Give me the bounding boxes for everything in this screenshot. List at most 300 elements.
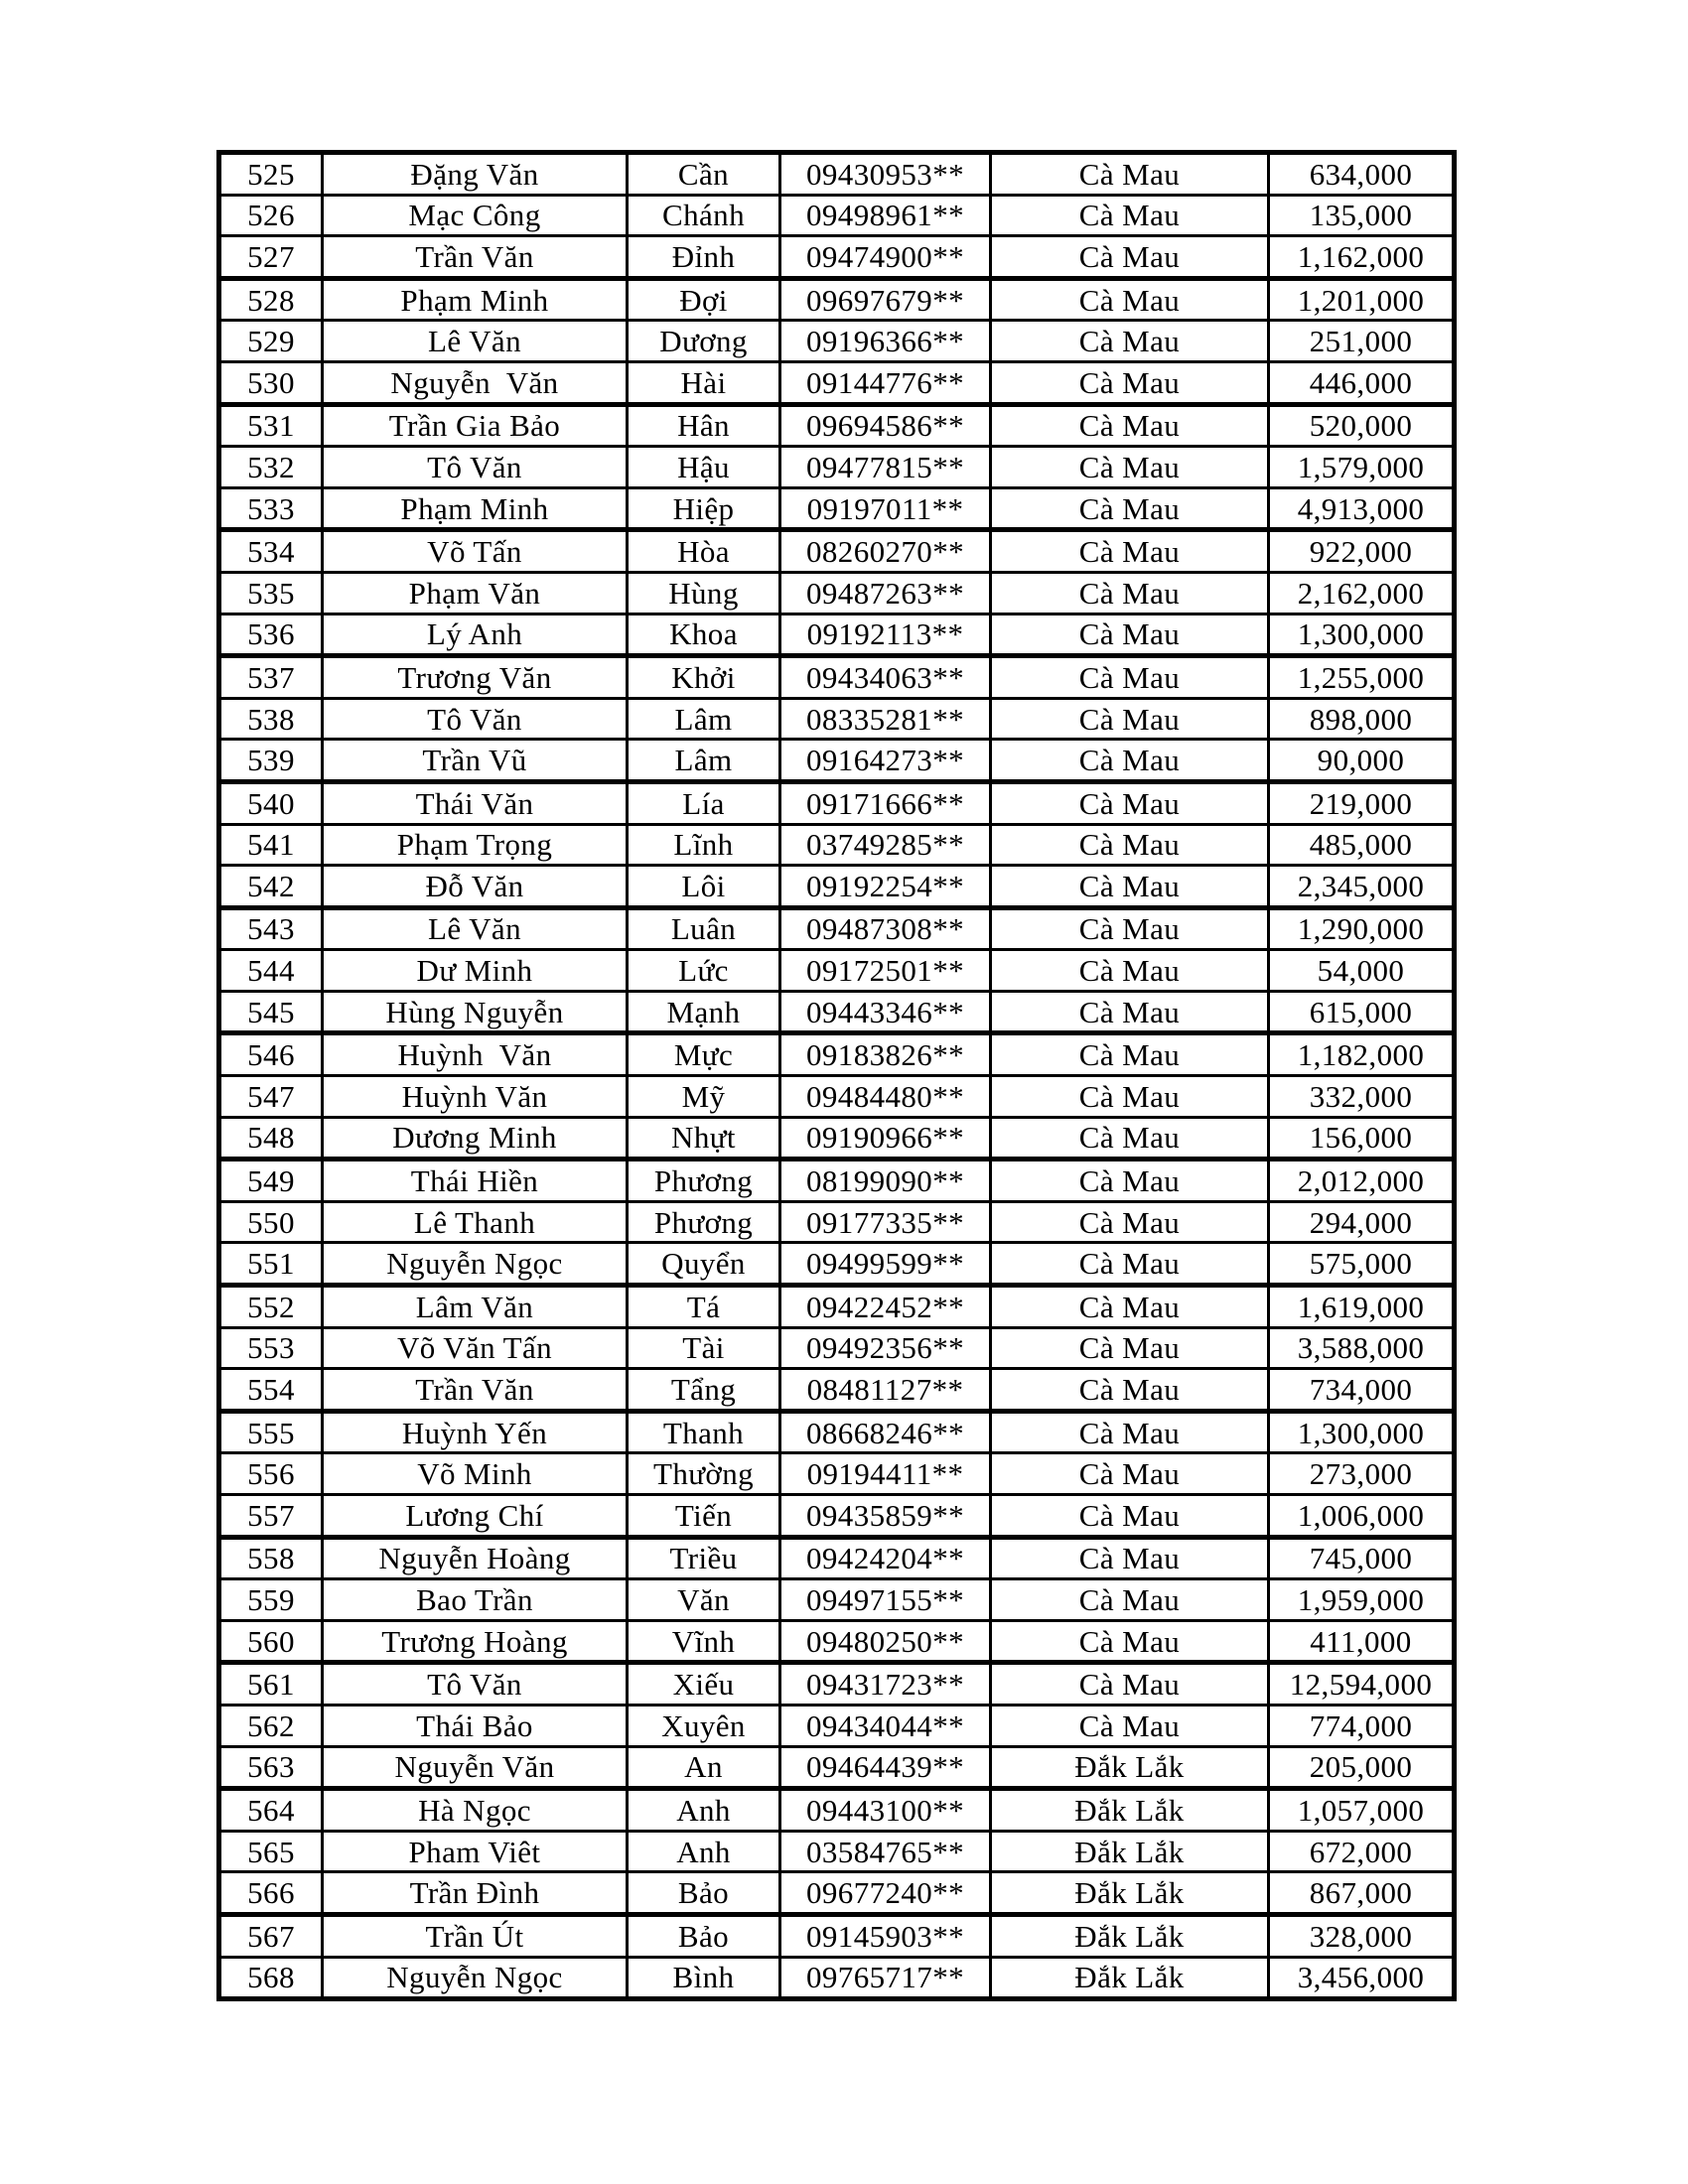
table-row	[219, 1327, 1455, 1369]
cell-family-name: Hùng Nguyễn	[323, 991, 628, 1033]
table-row	[219, 1872, 1455, 1915]
cell-given-name: Lôi	[628, 866, 780, 908]
table-row	[219, 1789, 1455, 1832]
cell-family-name: Đặng Văn	[323, 153, 628, 196]
cell-province: Cà Mau	[991, 153, 1269, 196]
cell-phone: 09196366**	[780, 321, 991, 362]
table-row	[219, 530, 1455, 573]
cell-phone: 09498961**	[780, 195, 991, 236]
cell-phone: 09474900**	[780, 236, 991, 279]
cell-given-name: Văn	[628, 1579, 780, 1621]
cell-no: 549	[219, 1160, 323, 1202]
cell-given-name: Đỉnh	[628, 236, 780, 279]
cell-province: Cà Mau	[991, 278, 1269, 321]
cell-province: Cà Mau	[991, 907, 1269, 950]
cell-phone: 09434044**	[780, 1705, 991, 1746]
cell-family-name: Trần Văn	[323, 236, 628, 279]
cell-province: Đắk Lắk	[991, 1746, 1269, 1789]
cell-family-name: Nguyễn Văn	[323, 361, 628, 404]
cell-no: 559	[219, 1579, 323, 1621]
cell-amount: 745,000	[1269, 1537, 1455, 1579]
cell-no: 565	[219, 1831, 323, 1872]
cell-province: Đắk Lắk	[991, 1914, 1269, 1957]
cell-family-name: Thái Hiền	[323, 1160, 628, 1202]
cell-amount: 90,000	[1269, 740, 1455, 782]
cell-phone: 09497155**	[780, 1579, 991, 1621]
cell-family-name: Tô Văn	[323, 698, 628, 740]
table-row	[219, 907, 1455, 950]
cell-province: Cà Mau	[991, 361, 1269, 404]
cell-given-name: Lĩnh	[628, 824, 780, 866]
table-row	[219, 991, 1455, 1033]
cell-family-name: Pham Viêt	[323, 1831, 628, 1872]
cell-given-name: Vĩnh	[628, 1620, 780, 1663]
cell-no: 537	[219, 656, 323, 699]
cell-family-name: Lương Chí	[323, 1495, 628, 1538]
cell-family-name: Bao Trần	[323, 1579, 628, 1621]
cell-family-name: Nguyễn Hoàng	[323, 1537, 628, 1579]
cell-amount: 2,012,000	[1269, 1160, 1455, 1202]
cell-province: Đắk Lắk	[991, 1831, 1269, 1872]
cell-phone: 09487308**	[780, 907, 991, 950]
cell-amount: 12,594,000	[1269, 1663, 1455, 1706]
cell-province: Cà Mau	[991, 1286, 1269, 1328]
cell-phone: 09164273**	[780, 740, 991, 782]
table-row	[219, 1957, 1455, 1999]
cell-province: Cà Mau	[991, 1327, 1269, 1369]
cell-given-name: Bình	[628, 1957, 780, 1999]
cell-given-name: Đợi	[628, 278, 780, 321]
table-row	[219, 950, 1455, 992]
cell-given-name: Hân	[628, 404, 780, 447]
cell-no: 554	[219, 1369, 323, 1412]
table-row	[219, 1914, 1455, 1957]
cell-given-name: Nhựt	[628, 1117, 780, 1160]
cell-family-name: Lê Thanh	[323, 1201, 628, 1243]
cell-province: Cà Mau	[991, 698, 1269, 740]
cell-province: Cà Mau	[991, 1243, 1269, 1286]
cell-phone: 08260270**	[780, 530, 991, 573]
cell-amount: 332,000	[1269, 1076, 1455, 1118]
cell-no: 564	[219, 1789, 323, 1832]
cell-province: Cà Mau	[991, 950, 1269, 992]
cell-phone: 08668246**	[780, 1411, 991, 1453]
cell-family-name: Thái Văn	[323, 781, 628, 824]
cell-province: Cà Mau	[991, 781, 1269, 824]
table-row	[219, 278, 1455, 321]
cell-no: 526	[219, 195, 323, 236]
table-row	[219, 404, 1455, 447]
cell-province: Cà Mau	[991, 236, 1269, 279]
table-row	[219, 1579, 1455, 1621]
cell-no: 560	[219, 1620, 323, 1663]
cell-amount: 156,000	[1269, 1117, 1455, 1160]
cell-given-name: Lâm	[628, 698, 780, 740]
cell-phone: 09192113**	[780, 614, 991, 656]
cell-province: Cà Mau	[991, 487, 1269, 530]
cell-given-name: Dương	[628, 321, 780, 362]
cell-given-name: Khởi	[628, 656, 780, 699]
cell-given-name: Phương	[628, 1160, 780, 1202]
cell-no: 556	[219, 1453, 323, 1495]
cell-phone: 09424204**	[780, 1537, 991, 1579]
table-row	[219, 1076, 1455, 1118]
cell-family-name: Huỳnh Yến	[323, 1411, 628, 1453]
cell-province: Cà Mau	[991, 1579, 1269, 1621]
cell-given-name: Mỹ	[628, 1076, 780, 1118]
cell-amount: 1,006,000	[1269, 1495, 1455, 1538]
cell-no: 528	[219, 278, 323, 321]
table-row	[219, 1243, 1455, 1286]
cell-family-name: Trần Út	[323, 1914, 628, 1957]
cell-amount: 520,000	[1269, 404, 1455, 447]
table-row	[219, 572, 1455, 614]
cell-family-name: Nguyễn Văn	[323, 1746, 628, 1789]
cell-phone: 09487263**	[780, 572, 991, 614]
cell-phone: 09190966**	[780, 1117, 991, 1160]
cell-amount: 328,000	[1269, 1914, 1455, 1957]
cell-province: Cà Mau	[991, 1620, 1269, 1663]
cell-amount: 634,000	[1269, 153, 1455, 196]
cell-province: Cà Mau	[991, 1369, 1269, 1412]
cell-given-name: Tài	[628, 1327, 780, 1369]
cell-phone: 09492356**	[780, 1327, 991, 1369]
cell-province: Đắk Lắk	[991, 1872, 1269, 1915]
cell-family-name: Trần Vũ	[323, 740, 628, 782]
cell-given-name: Tẩng	[628, 1369, 780, 1412]
cell-province: Cà Mau	[991, 866, 1269, 908]
cell-no: 532	[219, 447, 323, 488]
cell-phone: 09422452**	[780, 1286, 991, 1328]
cell-province: Cà Mau	[991, 1201, 1269, 1243]
cell-amount: 251,000	[1269, 321, 1455, 362]
cell-phone: 09435859**	[780, 1495, 991, 1538]
cell-phone: 09677240**	[780, 1872, 991, 1915]
cell-province: Cà Mau	[991, 1453, 1269, 1495]
cell-phone: 09480250**	[780, 1620, 991, 1663]
cell-given-name: Anh	[628, 1789, 780, 1832]
cell-family-name: Huỳnh Văn	[323, 1076, 628, 1118]
table-row	[219, 614, 1455, 656]
cell-family-name: Trương Văn	[323, 656, 628, 699]
table-row	[219, 1411, 1455, 1453]
cell-amount: 3,456,000	[1269, 1957, 1455, 1999]
cell-family-name: Trần Gia Bảo	[323, 404, 628, 447]
cell-phone: 09464439**	[780, 1746, 991, 1789]
cell-no: 548	[219, 1117, 323, 1160]
table-row	[219, 1620, 1455, 1663]
cell-no: 550	[219, 1201, 323, 1243]
cell-phone: 08199090**	[780, 1160, 991, 1202]
cell-given-name: Hài	[628, 361, 780, 404]
table-row	[219, 1453, 1455, 1495]
cell-phone: 09145903**	[780, 1914, 991, 1957]
cell-no: 546	[219, 1033, 323, 1076]
cell-given-name: Anh	[628, 1831, 780, 1872]
cell-amount: 219,000	[1269, 781, 1455, 824]
table-row	[219, 656, 1455, 699]
cell-family-name: Mạc Công	[323, 195, 628, 236]
cell-province: Cà Mau	[991, 1537, 1269, 1579]
cell-no: 547	[219, 1076, 323, 1118]
cell-phone: 03749285**	[780, 824, 991, 866]
cell-given-name: Quyển	[628, 1243, 780, 1286]
cell-amount: 1,057,000	[1269, 1789, 1455, 1832]
cell-family-name: Huỳnh Văn	[323, 1033, 628, 1076]
cell-given-name: Phương	[628, 1201, 780, 1243]
cell-family-name: Phạm Minh	[323, 278, 628, 321]
cell-amount: 54,000	[1269, 950, 1455, 992]
cell-amount: 1,182,000	[1269, 1033, 1455, 1076]
cell-given-name: Thanh	[628, 1411, 780, 1453]
cell-amount: 1,290,000	[1269, 907, 1455, 950]
table-row	[219, 1160, 1455, 1202]
cell-phone: 09443100**	[780, 1789, 991, 1832]
cell-given-name: Tá	[628, 1286, 780, 1328]
cell-given-name: Cần	[628, 153, 780, 196]
donor-list-table	[216, 150, 1457, 2001]
cell-amount: 135,000	[1269, 195, 1455, 236]
cell-no: 541	[219, 824, 323, 866]
cell-no: 536	[219, 614, 323, 656]
cell-no: 543	[219, 907, 323, 950]
cell-province: Cà Mau	[991, 572, 1269, 614]
cell-no: 538	[219, 698, 323, 740]
cell-province: Cà Mau	[991, 404, 1269, 447]
cell-given-name: Khoa	[628, 614, 780, 656]
cell-family-name: Lý Anh	[323, 614, 628, 656]
cell-phone: 09171666**	[780, 781, 991, 824]
table-row	[219, 1495, 1455, 1538]
cell-given-name: An	[628, 1746, 780, 1789]
cell-phone: 09694586**	[780, 404, 991, 447]
cell-amount: 294,000	[1269, 1201, 1455, 1243]
cell-amount: 1,300,000	[1269, 614, 1455, 656]
cell-amount: 615,000	[1269, 991, 1455, 1033]
cell-no: 557	[219, 1495, 323, 1538]
table-row	[219, 1746, 1455, 1789]
table-row	[219, 740, 1455, 782]
cell-family-name: Võ Minh	[323, 1453, 628, 1495]
cell-amount: 1,300,000	[1269, 1411, 1455, 1453]
table-row	[219, 153, 1455, 196]
cell-phone: 09144776**	[780, 361, 991, 404]
cell-family-name: Lê Văn	[323, 907, 628, 950]
cell-province: Cà Mau	[991, 614, 1269, 656]
cell-given-name: Luân	[628, 907, 780, 950]
cell-amount: 1,619,000	[1269, 1286, 1455, 1328]
cell-amount: 4,913,000	[1269, 487, 1455, 530]
cell-phone: 09765717**	[780, 1957, 991, 1999]
cell-phone: 09477815**	[780, 447, 991, 488]
cell-phone: 09484480**	[780, 1076, 991, 1118]
cell-family-name: Võ Tấn	[323, 530, 628, 573]
cell-family-name: Tô Văn	[323, 447, 628, 488]
cell-given-name: Xiếu	[628, 1663, 780, 1706]
cell-amount: 575,000	[1269, 1243, 1455, 1286]
cell-amount: 446,000	[1269, 361, 1455, 404]
cell-phone: 09434063**	[780, 656, 991, 699]
cell-amount: 2,162,000	[1269, 572, 1455, 614]
cell-given-name: Hiệp	[628, 487, 780, 530]
cell-province: Cà Mau	[991, 740, 1269, 782]
cell-given-name: Mực	[628, 1033, 780, 1076]
cell-no: 558	[219, 1537, 323, 1579]
cell-phone: 09431723**	[780, 1663, 991, 1706]
cell-amount: 485,000	[1269, 824, 1455, 866]
cell-given-name: Triều	[628, 1537, 780, 1579]
cell-given-name: Bảo	[628, 1872, 780, 1915]
cell-amount: 1,255,000	[1269, 656, 1455, 699]
cell-phone: 08335281**	[780, 698, 991, 740]
cell-phone: 08481127**	[780, 1369, 991, 1412]
table-row	[219, 236, 1455, 279]
cell-family-name: Đỗ Văn	[323, 866, 628, 908]
cell-family-name: Tô Văn	[323, 1663, 628, 1706]
cell-no: 535	[219, 572, 323, 614]
cell-given-name: Xuyên	[628, 1705, 780, 1746]
cell-no: 551	[219, 1243, 323, 1286]
table-row	[219, 361, 1455, 404]
cell-province: Cà Mau	[991, 1705, 1269, 1746]
table-row	[219, 1201, 1455, 1243]
cell-no: 552	[219, 1286, 323, 1328]
cell-no: 534	[219, 530, 323, 573]
cell-province: Cà Mau	[991, 1495, 1269, 1538]
cell-given-name: Lía	[628, 781, 780, 824]
cell-no: 531	[219, 404, 323, 447]
cell-no: 567	[219, 1914, 323, 1957]
cell-amount: 867,000	[1269, 1872, 1455, 1915]
cell-province: Cà Mau	[991, 1033, 1269, 1076]
cell-province: Cà Mau	[991, 530, 1269, 573]
cell-province: Cà Mau	[991, 1076, 1269, 1118]
table-row	[219, 195, 1455, 236]
cell-family-name: Phạm Văn	[323, 572, 628, 614]
table-row	[219, 866, 1455, 908]
cell-phone: 09172501**	[780, 950, 991, 992]
cell-phone: 03584765**	[780, 1831, 991, 1872]
cell-given-name: Hùng	[628, 572, 780, 614]
cell-no: 545	[219, 991, 323, 1033]
cell-given-name: Lâm	[628, 740, 780, 782]
cell-no: 542	[219, 866, 323, 908]
cell-family-name: Trương Hoàng	[323, 1620, 628, 1663]
cell-amount: 1,959,000	[1269, 1579, 1455, 1621]
cell-family-name: Thái Bảo	[323, 1705, 628, 1746]
table-row	[219, 487, 1455, 530]
cell-province: Cà Mau	[991, 195, 1269, 236]
cell-amount: 1,579,000	[1269, 447, 1455, 488]
cell-amount: 2,345,000	[1269, 866, 1455, 908]
cell-province: Cà Mau	[991, 1411, 1269, 1453]
cell-family-name: Dư Minh	[323, 950, 628, 992]
cell-amount: 3,588,000	[1269, 1327, 1455, 1369]
cell-amount: 205,000	[1269, 1746, 1455, 1789]
cell-family-name: Lê Văn	[323, 321, 628, 362]
cell-no: 562	[219, 1705, 323, 1746]
cell-province: Cà Mau	[991, 991, 1269, 1033]
cell-province: Cà Mau	[991, 1117, 1269, 1160]
cell-phone: 09183826**	[780, 1033, 991, 1076]
table-row	[219, 698, 1455, 740]
cell-amount: 922,000	[1269, 530, 1455, 573]
cell-province: Cà Mau	[991, 824, 1269, 866]
table-row	[219, 1663, 1455, 1706]
cell-province: Cà Mau	[991, 447, 1269, 488]
cell-given-name: Hòa	[628, 530, 780, 573]
cell-phone: 09192254**	[780, 866, 991, 908]
cell-family-name: Phạm Minh	[323, 487, 628, 530]
cell-no: 540	[219, 781, 323, 824]
table-row	[219, 447, 1455, 488]
cell-no: 555	[219, 1411, 323, 1453]
table-row	[219, 1117, 1455, 1160]
cell-amount: 734,000	[1269, 1369, 1455, 1412]
cell-province: Đắk Lắk	[991, 1957, 1269, 1999]
cell-amount: 411,000	[1269, 1620, 1455, 1663]
table-row	[219, 1537, 1455, 1579]
cell-amount: 273,000	[1269, 1453, 1455, 1495]
table-row	[219, 321, 1455, 362]
cell-no: 529	[219, 321, 323, 362]
cell-phone: 09194411**	[780, 1453, 991, 1495]
cell-family-name: Hà Ngọc	[323, 1789, 628, 1832]
cell-family-name: Phạm Trọng	[323, 824, 628, 866]
cell-no: 563	[219, 1746, 323, 1789]
cell-province: Cà Mau	[991, 656, 1269, 699]
cell-given-name: Thường	[628, 1453, 780, 1495]
donor-table-body	[219, 153, 1455, 1999]
cell-no: 525	[219, 153, 323, 196]
cell-no: 553	[219, 1327, 323, 1369]
cell-given-name: Tiến	[628, 1495, 780, 1538]
cell-no: 527	[219, 236, 323, 279]
cell-province: Đắk Lắk	[991, 1789, 1269, 1832]
cell-family-name: Trần Văn	[323, 1369, 628, 1412]
cell-given-name: Lức	[628, 950, 780, 992]
table-row	[219, 1369, 1455, 1412]
table-row	[219, 824, 1455, 866]
cell-no: 561	[219, 1663, 323, 1706]
table-row	[219, 1033, 1455, 1076]
cell-given-name: Hậu	[628, 447, 780, 488]
cell-phone: 09197011**	[780, 487, 991, 530]
cell-no: 568	[219, 1957, 323, 1999]
table-row	[219, 1286, 1455, 1328]
table-row	[219, 781, 1455, 824]
cell-family-name: Nguyễn Ngọc	[323, 1957, 628, 1999]
table-row	[219, 1831, 1455, 1872]
cell-no: 533	[219, 487, 323, 530]
cell-province: Cà Mau	[991, 321, 1269, 362]
cell-family-name: Lâm Văn	[323, 1286, 628, 1328]
cell-province: Cà Mau	[991, 1663, 1269, 1706]
cell-phone: 09430953**	[780, 153, 991, 196]
cell-no: 530	[219, 361, 323, 404]
cell-province: Cà Mau	[991, 1160, 1269, 1202]
cell-given-name: Chánh	[628, 195, 780, 236]
cell-phone: 09177335**	[780, 1201, 991, 1243]
cell-amount: 898,000	[1269, 698, 1455, 740]
cell-amount: 1,201,000	[1269, 278, 1455, 321]
cell-family-name: Dương Minh	[323, 1117, 628, 1160]
cell-no: 539	[219, 740, 323, 782]
cell-given-name: Mạnh	[628, 991, 780, 1033]
cell-phone: 09697679**	[780, 278, 991, 321]
cell-given-name: Bảo	[628, 1914, 780, 1957]
cell-family-name: Võ Văn Tấn	[323, 1327, 628, 1369]
